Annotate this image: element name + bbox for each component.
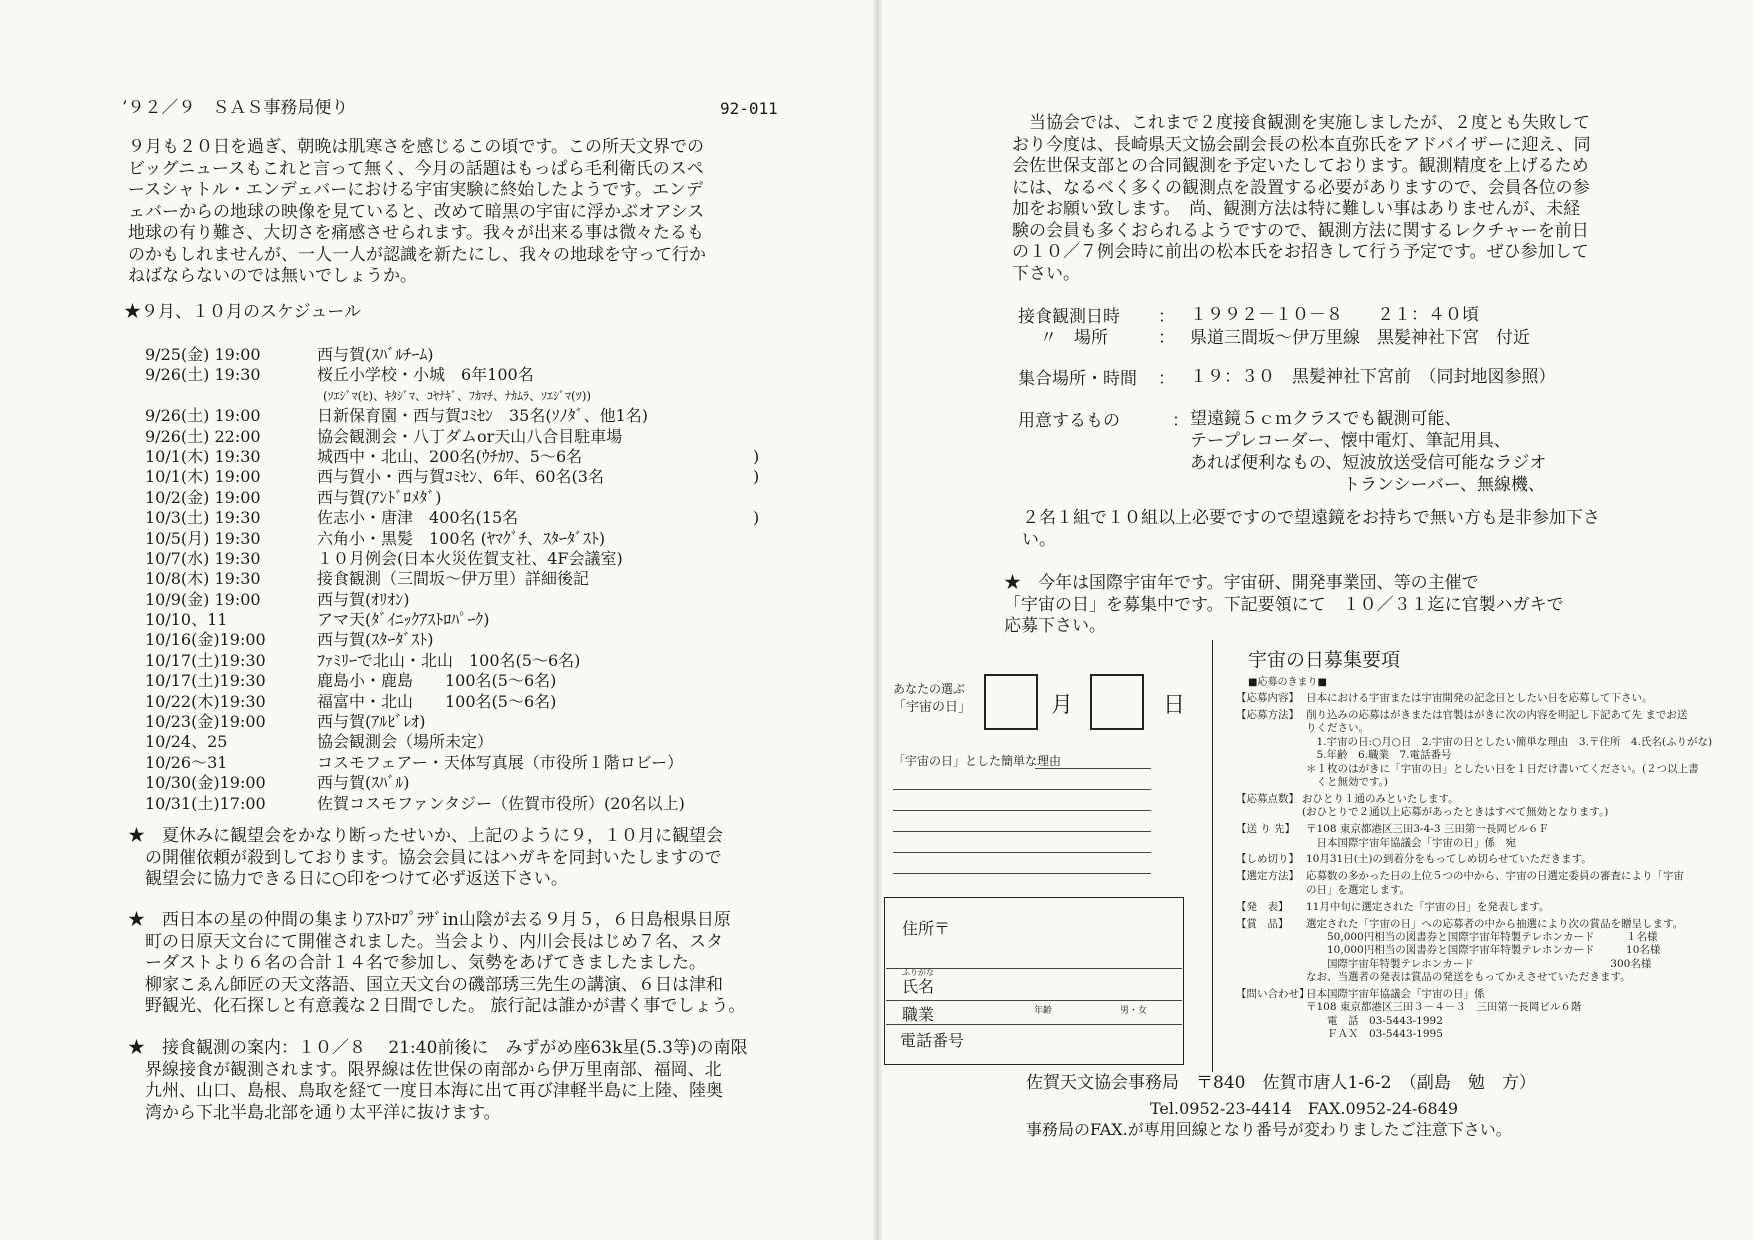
intro-line: ェバーからの地球の映像を見ていると、改めて暗黒の宇宙に浮かぶオアシス bbox=[128, 201, 705, 222]
schedule-date: 10/7(水) 19:30 bbox=[145, 548, 261, 568]
rule-text: 日本国際宇宙年協議会「宇宙の日」係 bbox=[1306, 988, 1485, 1000]
rule-text: 電 話 03-5443-1992 bbox=[1306, 1014, 1443, 1027]
notice-line: 九州、山口、島根、鳥取を経て一度日本海に出て再び津軽半島に上陸、陸奥 bbox=[128, 1081, 723, 1101]
schedule-row bbox=[145, 569, 785, 589]
schedule-date: 10/22(木)19:30 bbox=[145, 691, 266, 711]
schedule-date: 10/26～31 bbox=[145, 752, 228, 772]
bring-colon: ： bbox=[1172, 411, 1189, 431]
fax-notice: 事務局のFAX.が専用回線となり番号が変わりましたご注意下さい。 bbox=[1026, 1120, 1512, 1139]
bring-item: トランシーバー、無線機、 bbox=[1190, 475, 1546, 495]
sex-label: 男・女 bbox=[1120, 1006, 1148, 1016]
occultation-intro bbox=[1012, 113, 1591, 285]
bring-item: テープレコーダー、懐中電灯、筆記用具、 bbox=[1190, 431, 1511, 451]
rules-title: 宇宙の日募集要項 bbox=[1248, 649, 1401, 671]
schedule-event: 西与賀(ｽﾊﾞﾙ) bbox=[317, 773, 410, 793]
month-label: 月 bbox=[1051, 693, 1074, 718]
schedule-row bbox=[145, 427, 785, 447]
schedule-row bbox=[145, 753, 785, 773]
notice-grazing-occultation bbox=[128, 1038, 748, 1124]
schedule-row bbox=[145, 406, 785, 426]
schedule-date: 10/9(金) 19:00 bbox=[145, 589, 261, 609]
rule-text: 10月31日(土)の到着分をもってしめ切らせていただきます。 bbox=[1306, 853, 1592, 866]
notice-line: 観望会に協力できる日に○印をつけて必ず返送下さい。 bbox=[128, 869, 568, 889]
schedule-event: １０月例会(日本火災佐賀支社、4F会議室) bbox=[317, 548, 623, 568]
bring-item: あれば便利なもの、短波放送受信可能なラジオ bbox=[1190, 453, 1547, 473]
rule-label: 【発 表】 bbox=[1236, 900, 1289, 913]
rule-label: 【応募内容】 bbox=[1236, 692, 1299, 704]
schedule-event: 佐志小・唐津 400名(15名 bbox=[317, 508, 519, 528]
group-note-line: い。 bbox=[1022, 529, 1056, 550]
rule-text: 応募数の多かった日の上位５つの中から、宇宙の日選定委員の審査により「宇宙 bbox=[1306, 870, 1684, 883]
rule-text: 日本国際宇宙年協議会「宇宙の日」係 宛 bbox=[1306, 836, 1516, 849]
schedule-event: 佐賀コスモファンタジー（佐賀市役所）(20名以上) bbox=[317, 793, 685, 813]
rule-text: 選定された「宇宙の日」への応募者の中から抽選により次の賞品を贈呈します。 bbox=[1306, 917, 1684, 930]
schedule-date: 10/16(金)19:00 bbox=[145, 630, 266, 650]
schedule-row bbox=[145, 692, 785, 712]
schedule-event: 日新保育園・西与賀ｺﾐｾﾝ 35名(ｿﾉﾀﾞ、他1名) bbox=[317, 406, 649, 426]
rules-subtitle: ■応募のきまり■ bbox=[1248, 677, 1327, 688]
schedule-date: 10/31(土)17:00 bbox=[145, 793, 266, 813]
schedule-paren: ) bbox=[753, 508, 760, 528]
space-year-line: 応募下さい。 bbox=[1004, 616, 1106, 636]
rule-text: なお、当選者の発表は賞品の発送をもってかえさせていただきます。 bbox=[1306, 971, 1631, 984]
rule-label: 【応募方法】 bbox=[1236, 708, 1299, 721]
schedule-date: 9/26(土) 19:00 bbox=[145, 406, 261, 426]
schedule-date: 9/26(土) 19:30 bbox=[145, 365, 261, 385]
rule-text: おひとり１通のみといたします。 bbox=[1302, 792, 1459, 805]
notice-line: 町の日原天文台にて開催されました。当会より、内川会長はじめ７名、スタ bbox=[128, 931, 723, 952]
issue-code: 92-011 bbox=[720, 99, 778, 118]
notice-line: ★ 接食観測の案内：１０／８ 21:40前後に みずがめ座63k星(5.3等)の南限 bbox=[128, 1038, 748, 1058]
schedule-event: 城西中・北山、200名(ｳﾁｶﾜ、5～6名 bbox=[317, 446, 583, 466]
furigana-label: ふりがな bbox=[902, 968, 934, 977]
job-label: 職業 bbox=[902, 1005, 935, 1024]
reason-line[interactable] bbox=[893, 831, 1151, 832]
notice-line: 界線接食が観測されます。限界線は佐世保の南部から伊万里南部、福岡、北 bbox=[128, 1059, 722, 1080]
schedule-date: 10/1(木) 19:30 bbox=[145, 446, 261, 466]
reason-label: 「宇宙の日」とした簡単な理由 bbox=[893, 754, 1062, 768]
rule-label: 【しめ切り】 bbox=[1236, 853, 1299, 866]
intro-line: には、なるべく多くの観測点を設置する必要がありますので、会員各位の参 bbox=[1012, 177, 1590, 198]
schedule-date: 10/8(木) 19:30 bbox=[145, 569, 261, 589]
intro-line: 験の会員も多くおられるようですので、観測方法に関するレクチャーを前日 bbox=[1012, 220, 1589, 241]
schedule-event: 西与賀(ｱﾝﾄﾞﾛﾒﾀﾞ) bbox=[317, 487, 442, 507]
reason-line[interactable] bbox=[893, 810, 1151, 811]
intro-line: 下さい。 bbox=[1012, 263, 1080, 284]
schedule-row bbox=[145, 447, 785, 467]
bring-item: 望遠鏡５ｃｍクラスでも観測可能、 bbox=[1190, 409, 1462, 429]
rule-label: 【賞 品】 bbox=[1236, 917, 1289, 930]
schedule-row bbox=[145, 732, 785, 752]
rule-label: 【応募点数】 bbox=[1236, 792, 1299, 805]
schedule-event: アマ天(ﾀﾞｲﾆｯｸｱｽﾄﾛﾊﾟｰｸ) bbox=[317, 610, 490, 630]
name-label: 氏名 bbox=[902, 977, 935, 996]
schedule-row bbox=[145, 610, 785, 630]
schedule-event: 西与賀(ｵﾘｵﾝ) bbox=[317, 589, 410, 609]
schedule-row bbox=[145, 794, 785, 814]
notice-line: の開催依頼が殺到しております。協会会員にはハガキを同封いたしますので bbox=[128, 847, 722, 868]
age-label: 年齢 bbox=[1034, 1006, 1053, 1016]
space-year-notice bbox=[1004, 573, 1564, 638]
schedule-date: 10/24、25 bbox=[145, 732, 228, 752]
schedule-heading: ★９月、１０月のスケジュール bbox=[124, 302, 361, 322]
notice-line: ★ 西日本の星の仲間の集まりｱｽﾄﾛﾌﾟﾗｻﾞin山陰が去る９月５，６日島根県日原 bbox=[128, 910, 731, 930]
schedule-date: 10/30(金)19:00 bbox=[145, 773, 266, 793]
space-year-line: 「宇宙の日」を募集中です。下記要領にて １０／３１迄に官製ハガキで bbox=[1004, 594, 1564, 615]
name-line[interactable] bbox=[886, 1000, 1182, 1001]
schedule-paren: ) bbox=[753, 467, 760, 487]
schedule-event: 西与賀(ｱﾙﾋﾞﾚｵ) bbox=[317, 712, 426, 732]
schedule-event: 接食観測（三間坂～伊万里）詳細後記 bbox=[317, 569, 590, 589]
schedule-event: 西与賀(ｽﾀｰﾀﾞｽﾄ) bbox=[317, 630, 434, 650]
notice-line: ーダストより６名の合計１４名で参加し、気勢をあげてきましたました。 bbox=[128, 953, 706, 973]
schedule-date: 9/25(金) 19:00 bbox=[145, 345, 261, 364]
notice-line: 柳家こゑん師匠の天文落語、国立天文台の磯部琇三先生の講演、６日は津和 bbox=[128, 974, 723, 995]
place-colon: ： bbox=[1158, 328, 1175, 348]
schedule-row bbox=[145, 467, 785, 487]
bring-label: 用意するもの bbox=[1018, 411, 1120, 431]
rule-text: 日本における宇宙または宇宙開発の記念日としたい日を応募して下さい。 bbox=[1306, 692, 1653, 704]
schedule-row bbox=[145, 671, 785, 691]
meet-colon: ： bbox=[1158, 369, 1175, 389]
reason-line[interactable] bbox=[1035, 768, 1151, 769]
schedule-date: 10/2(金) 19:00 bbox=[145, 487, 261, 507]
meet-value: １９：３０ 黒髪神社下宮前 （同封地図参照） bbox=[1190, 367, 1556, 387]
notice-observation-requests bbox=[128, 826, 723, 891]
rule-text: ＊１枚のはがきに「宇宙の日」としたい日を１日だけ書いてください。(２つ以上書 bbox=[1306, 762, 1699, 775]
datetime-label: 接食観測日時 bbox=[1018, 307, 1120, 327]
schedule-row bbox=[145, 365, 785, 385]
rule-text: 〒108 東京都港区三田３－４－３ 三田第一長岡ビル６階 bbox=[1306, 1001, 1582, 1014]
schedule-row bbox=[145, 630, 785, 650]
schedule-date: 10/3(土) 19:30 bbox=[145, 508, 261, 528]
choose-label-1: あなたの選ぶ bbox=[893, 682, 966, 696]
schedule-row bbox=[145, 590, 785, 610]
intro-line: 地球の有り難さ、大切さを痛感させられます。我々が出来る事は微々たるも bbox=[128, 223, 704, 243]
schedule-date: 10/10、11 bbox=[145, 610, 228, 630]
rule-label: 【問い合わせ】 bbox=[1236, 988, 1310, 1000]
datetime-value: １９９２－１０－８ ２１：４０頃 bbox=[1190, 305, 1479, 325]
day-label: 日 bbox=[1163, 693, 1186, 718]
schedule-list bbox=[145, 345, 785, 814]
notice-line: ★ 夏休みに観望会をかなり断ったせいか、上記のように９，１０月に観望会 bbox=[128, 826, 723, 846]
notice-astroplaza bbox=[128, 910, 745, 1018]
schedule-row bbox=[145, 529, 785, 549]
reason-line[interactable] bbox=[893, 789, 1151, 790]
reason-line[interactable] bbox=[893, 852, 1151, 853]
schedule-event: 西与賀小・西与賀ｺﾐｾﾝ、6年、60名(3名 bbox=[317, 467, 604, 487]
address-label: 住所〒 bbox=[902, 919, 951, 938]
rule-text: 5.年齢 6.職業 7.電話番号 bbox=[1306, 749, 1452, 762]
schedule-event: (ｿｴｼﾞﾏ(ﾋ)、ｷﾀｼﾞﾏ、ｺﾔﾅｷﾞ、ﾌｶﾏﾁ、ﾅｶﾑﾗ、ｿｴｼﾞﾏ(ﾂ)) bbox=[323, 388, 592, 403]
rule-text: 〒108 東京都港区三田3-4-3 三田第一長岡ビル６Ｆ bbox=[1306, 823, 1549, 836]
intro-line: 会佐世保支部との合同観測を予定いたしております。観測精度を上げるため bbox=[1012, 156, 1589, 176]
schedule-row bbox=[145, 549, 785, 569]
rule-text: ＦＡＸ 03-5443-1995 bbox=[1306, 1028, 1443, 1041]
rules-divider bbox=[1212, 640, 1213, 1072]
rule-text: 1.宇宙の日:○月○日 2.宇宙の日としたい簡単な理由 3.〒住所 4.氏名(ふりがな) bbox=[1306, 735, 1713, 748]
schedule-event: 鹿島小・鹿島 100名(5～6名) bbox=[317, 671, 557, 691]
rule-text: 削り込みの応募はがきまたは官製はがきに次の内容を明記し下記あて先 までお送 bbox=[1306, 708, 1688, 721]
schedule-event: 福富中・北山 100名(5～6名) bbox=[317, 691, 557, 711]
group-note bbox=[1022, 508, 1600, 551]
schedule-row bbox=[145, 345, 785, 365]
schedule-event: 協会観測会（場所未定） bbox=[317, 732, 494, 752]
newsletter-title: ’９２／９ ＳＡＳ事務局便り bbox=[122, 98, 349, 118]
rule-text: 11月中旬に選定された「宇宙の日」を発表します。 bbox=[1306, 900, 1550, 913]
place-value: 県道三間坂～伊万里線 黒髪神社下宮 付近 bbox=[1190, 328, 1530, 348]
rule-text: 国際宇宙年特製テレホンカード 300名様 bbox=[1306, 957, 1652, 970]
schedule-row bbox=[145, 386, 785, 406]
notice-line: 湾から下北半島北部を通り太平洋に抜けます。 bbox=[128, 1102, 501, 1123]
rule-text: 10,000円相当の図書券と国際宇宙年特製テレホンカード 10名様 bbox=[1306, 944, 1661, 957]
meet-label: 集合場所・時間 bbox=[1018, 369, 1137, 389]
rule-text: くと無効です。) bbox=[1306, 775, 1389, 788]
intro-line: ９月も２０日を過ぎ、朝晩は肌寒さを感じるこの頃です。この所天文界での bbox=[128, 137, 704, 157]
office-contact: Tel.0952-23-4414 FAX.0952-24-6849 bbox=[1150, 1099, 1459, 1118]
intro-line: の１０／７例会時に前出の松本氏をお招きして行う予定です。ぜひ参加して bbox=[1012, 242, 1589, 262]
schedule-row bbox=[145, 508, 785, 528]
schedule-paren: ) bbox=[753, 446, 760, 466]
day-box[interactable] bbox=[1090, 674, 1144, 730]
schedule-date: 10/1(木) 19:00 bbox=[145, 467, 261, 487]
rule-label: 【選定方法】 bbox=[1236, 870, 1299, 883]
datetime-colon: ： bbox=[1158, 307, 1175, 327]
schedule-event: 桜丘小学校・小城 6年100名 bbox=[317, 365, 534, 385]
choose-label-2: 「宇宙の日」 bbox=[893, 700, 972, 715]
rule-text: (おひとりで２通以上応募があったときはすべて無効となります。) bbox=[1302, 806, 1609, 819]
reason-line[interactable] bbox=[893, 873, 1151, 874]
page-fold bbox=[872, 0, 882, 1240]
bring-items bbox=[1190, 408, 1546, 496]
intro-line: おり今度は、長崎県天文協会副会長の松本直弥氏をアドバイザーに迎え、同 bbox=[1012, 134, 1591, 155]
intro-paragraph bbox=[128, 137, 706, 288]
intro-line: のかもしれませんが、一人一人が認識を新たにし、我々の地球を守って行か bbox=[128, 244, 706, 265]
rule-text: りください。 bbox=[1306, 722, 1369, 735]
notice-line: 野観光、化石探しと有意義な２日間でした。 旅行記は誰かが書く事でしょう。 bbox=[128, 996, 746, 1016]
schedule-date: 10/17(土)19:30 bbox=[145, 671, 266, 691]
schedule-event: 協会観測会・八丁ダムor天山八合目駐車場 bbox=[317, 426, 623, 446]
schedule-date: 10/23(金)19:00 bbox=[145, 712, 266, 732]
phone-label: 電話番号 bbox=[900, 1031, 965, 1050]
intro-line: ースシャトル・エンデェバーにおける宇宙実験に終始したようです。エンデ bbox=[128, 180, 703, 200]
place-label: 〃 場所 bbox=[1040, 328, 1108, 348]
group-note-line: ２名１組で１０組以上必要ですので望遠鏡をお持ちで無い方も是非参加下さ bbox=[1022, 508, 1600, 528]
intro-line: 当協会では、これまで２度接食観測を実施しましたが、２度とも失敗して bbox=[1012, 113, 1590, 133]
rule-text: の日」を選定します。 bbox=[1306, 883, 1411, 896]
job-line[interactable] bbox=[886, 1024, 1182, 1025]
schedule-row bbox=[145, 712, 785, 732]
month-box[interactable] bbox=[984, 674, 1038, 730]
schedule-row bbox=[145, 773, 785, 793]
schedule-date: 9/26(土) 22:00 bbox=[145, 426, 261, 446]
schedule-row bbox=[145, 488, 785, 508]
intro-line: ビッグニュースもこれと言って無く、今月の話題はもっぱら毛利衛氏のスペ bbox=[128, 158, 704, 179]
space-year-line: ★ 今年は国際宇宙年です。宇宙研、開発事業団、等の主催で bbox=[1004, 573, 1479, 593]
schedule-event: 西与賀(ｽﾊﾞﾙﾁｰﾑ) bbox=[317, 345, 434, 364]
rule-label: 【送 り 先】 bbox=[1236, 823, 1296, 836]
schedule-event: コスモフェアー・天体写真展（市役所１階ロビー） bbox=[317, 752, 684, 772]
schedule-event: 六角小・黒髪 100名 (ﾔﾏｸﾞﾁ、ｽﾀｰﾀﾞｽﾄ) bbox=[317, 528, 606, 548]
schedule-date: 10/5(月) 19:30 bbox=[145, 528, 261, 548]
schedule-event: ﾌｧﾐﾘｰで北山・北山 100名(5～6名) bbox=[317, 650, 581, 670]
rule-text: 50,000円相当の図書券と国際宇宙年特製テレホンカード １名様 bbox=[1306, 930, 1658, 943]
schedule-date: 10/17(土)19:30 bbox=[145, 650, 266, 670]
intro-line: ねばならないのでは無いでしょうか。 bbox=[128, 266, 417, 286]
intro-line: 加をお願い致します。 尚、観測方法は特に難しい事はありませんが、未経 bbox=[1012, 199, 1581, 219]
office-address: 佐賀天文協会事務局 〒840 佐賀市唐人1-6-2 （副島 勉 方） bbox=[1026, 1073, 1536, 1093]
schedule-row bbox=[145, 651, 785, 671]
